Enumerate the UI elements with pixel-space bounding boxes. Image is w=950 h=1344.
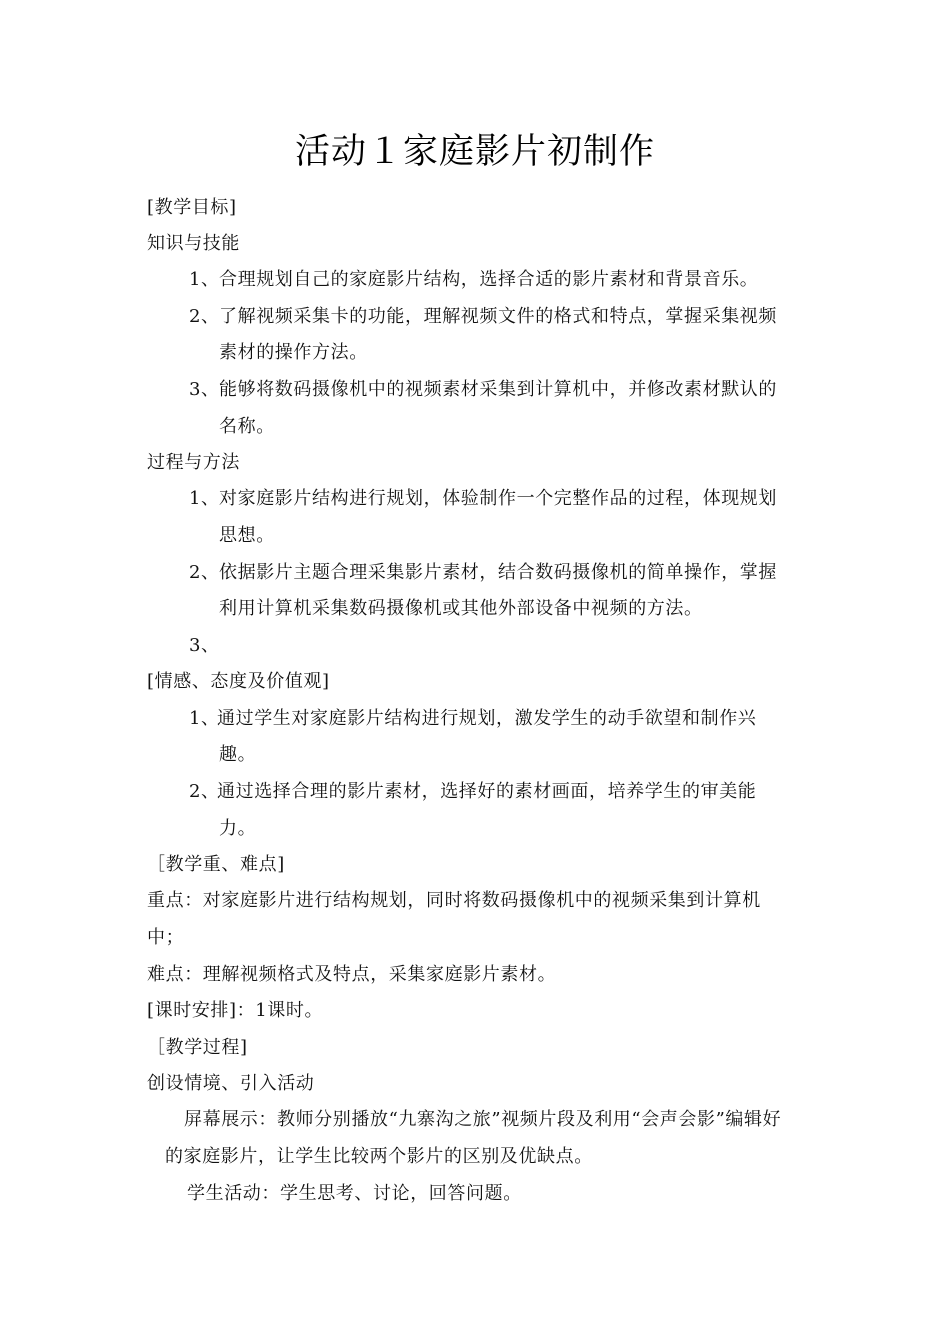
list-item-text: 对家庭影片结构进行规划，体验制作一个完整作品的过程，体现规划 (219, 488, 777, 509)
page-title: 活动１家庭影片初制作 (294, 132, 655, 172)
list-item-text: 力。 (219, 818, 257, 839)
list-item-text: 利用计算机采集数码摄像机或其他外部设备中视频的方法。 (219, 598, 703, 619)
list-item-text: 能够将数码摄像机中的视频素材采集到计算机中，并修改素材默认的 (219, 379, 777, 400)
list-item-text: 通过选择合理的影片素材，选择好的素材画面，培养学生的审美能 (217, 781, 757, 802)
list-item-number: 2、 (189, 562, 220, 583)
list-item-number: 1、 (189, 488, 220, 509)
list-item-text: 合理规划自己的家庭影片结构，选择合适的影片素材和背景音乐。 (219, 269, 759, 290)
process-heading: 过程与方法 (147, 452, 240, 473)
teaching-process-heading: ［教学过程] (147, 1037, 248, 1058)
list-item-text: 思想。 (219, 525, 275, 546)
list-item-number: 2、 (189, 781, 220, 802)
list-item-text: 通过学生对家庭影片结构进行规划，激发学生的动手欲望和制作兴 (217, 708, 757, 729)
list-item-text: 依据影片主题合理采集影片素材，结合数码摄像机的简单操作，掌握 (219, 562, 777, 583)
keypoints-heading: ［教学重、难点] (147, 854, 285, 875)
display-text: 的家庭影片，让学生比较两个影片的区别及优缺点。 (165, 1146, 593, 1167)
list-item-number: 3、 (189, 635, 220, 656)
focus-text: 重点：对家庭影片进行结构规划，同时将数码摄像机中的视频采集到计算机 (147, 890, 761, 911)
list-item-text: 素材的操作方法。 (219, 342, 368, 363)
knowledge-heading: 知识与技能 (147, 233, 240, 254)
list-item-number: 2、 (189, 306, 220, 327)
intro-heading: 创设情境、引入活动 (147, 1073, 315, 1094)
list-item-text: 名称。 (219, 416, 275, 437)
difficulty-text: 难点：理解视频格式及特点，采集家庭影片素材。 (147, 964, 557, 985)
list-item-text: 了解视频采集卡的功能，理解视频文件的格式和特点，掌握采集视频 (219, 306, 777, 327)
list-item-number: 1、 (189, 269, 220, 290)
list-item-text: 趣。 (219, 744, 257, 765)
values-heading: [情感、态度及价值观] (147, 671, 330, 692)
display-text: 屏幕展示：教师分别播放“九寨沟之旅”视频片段及利用“会声会影”编辑好 (184, 1109, 782, 1130)
list-item-number: 1、 (189, 708, 220, 729)
schedule-text: [课时安排]：1课时。 (147, 1000, 324, 1021)
focus-text: 中； (147, 927, 185, 948)
list-item-number: 3、 (189, 379, 220, 400)
student-activity-text: 学生活动：学生思考、讨论，回答问题。 (187, 1183, 522, 1204)
objectives-heading: [教学目标] (147, 197, 237, 218)
